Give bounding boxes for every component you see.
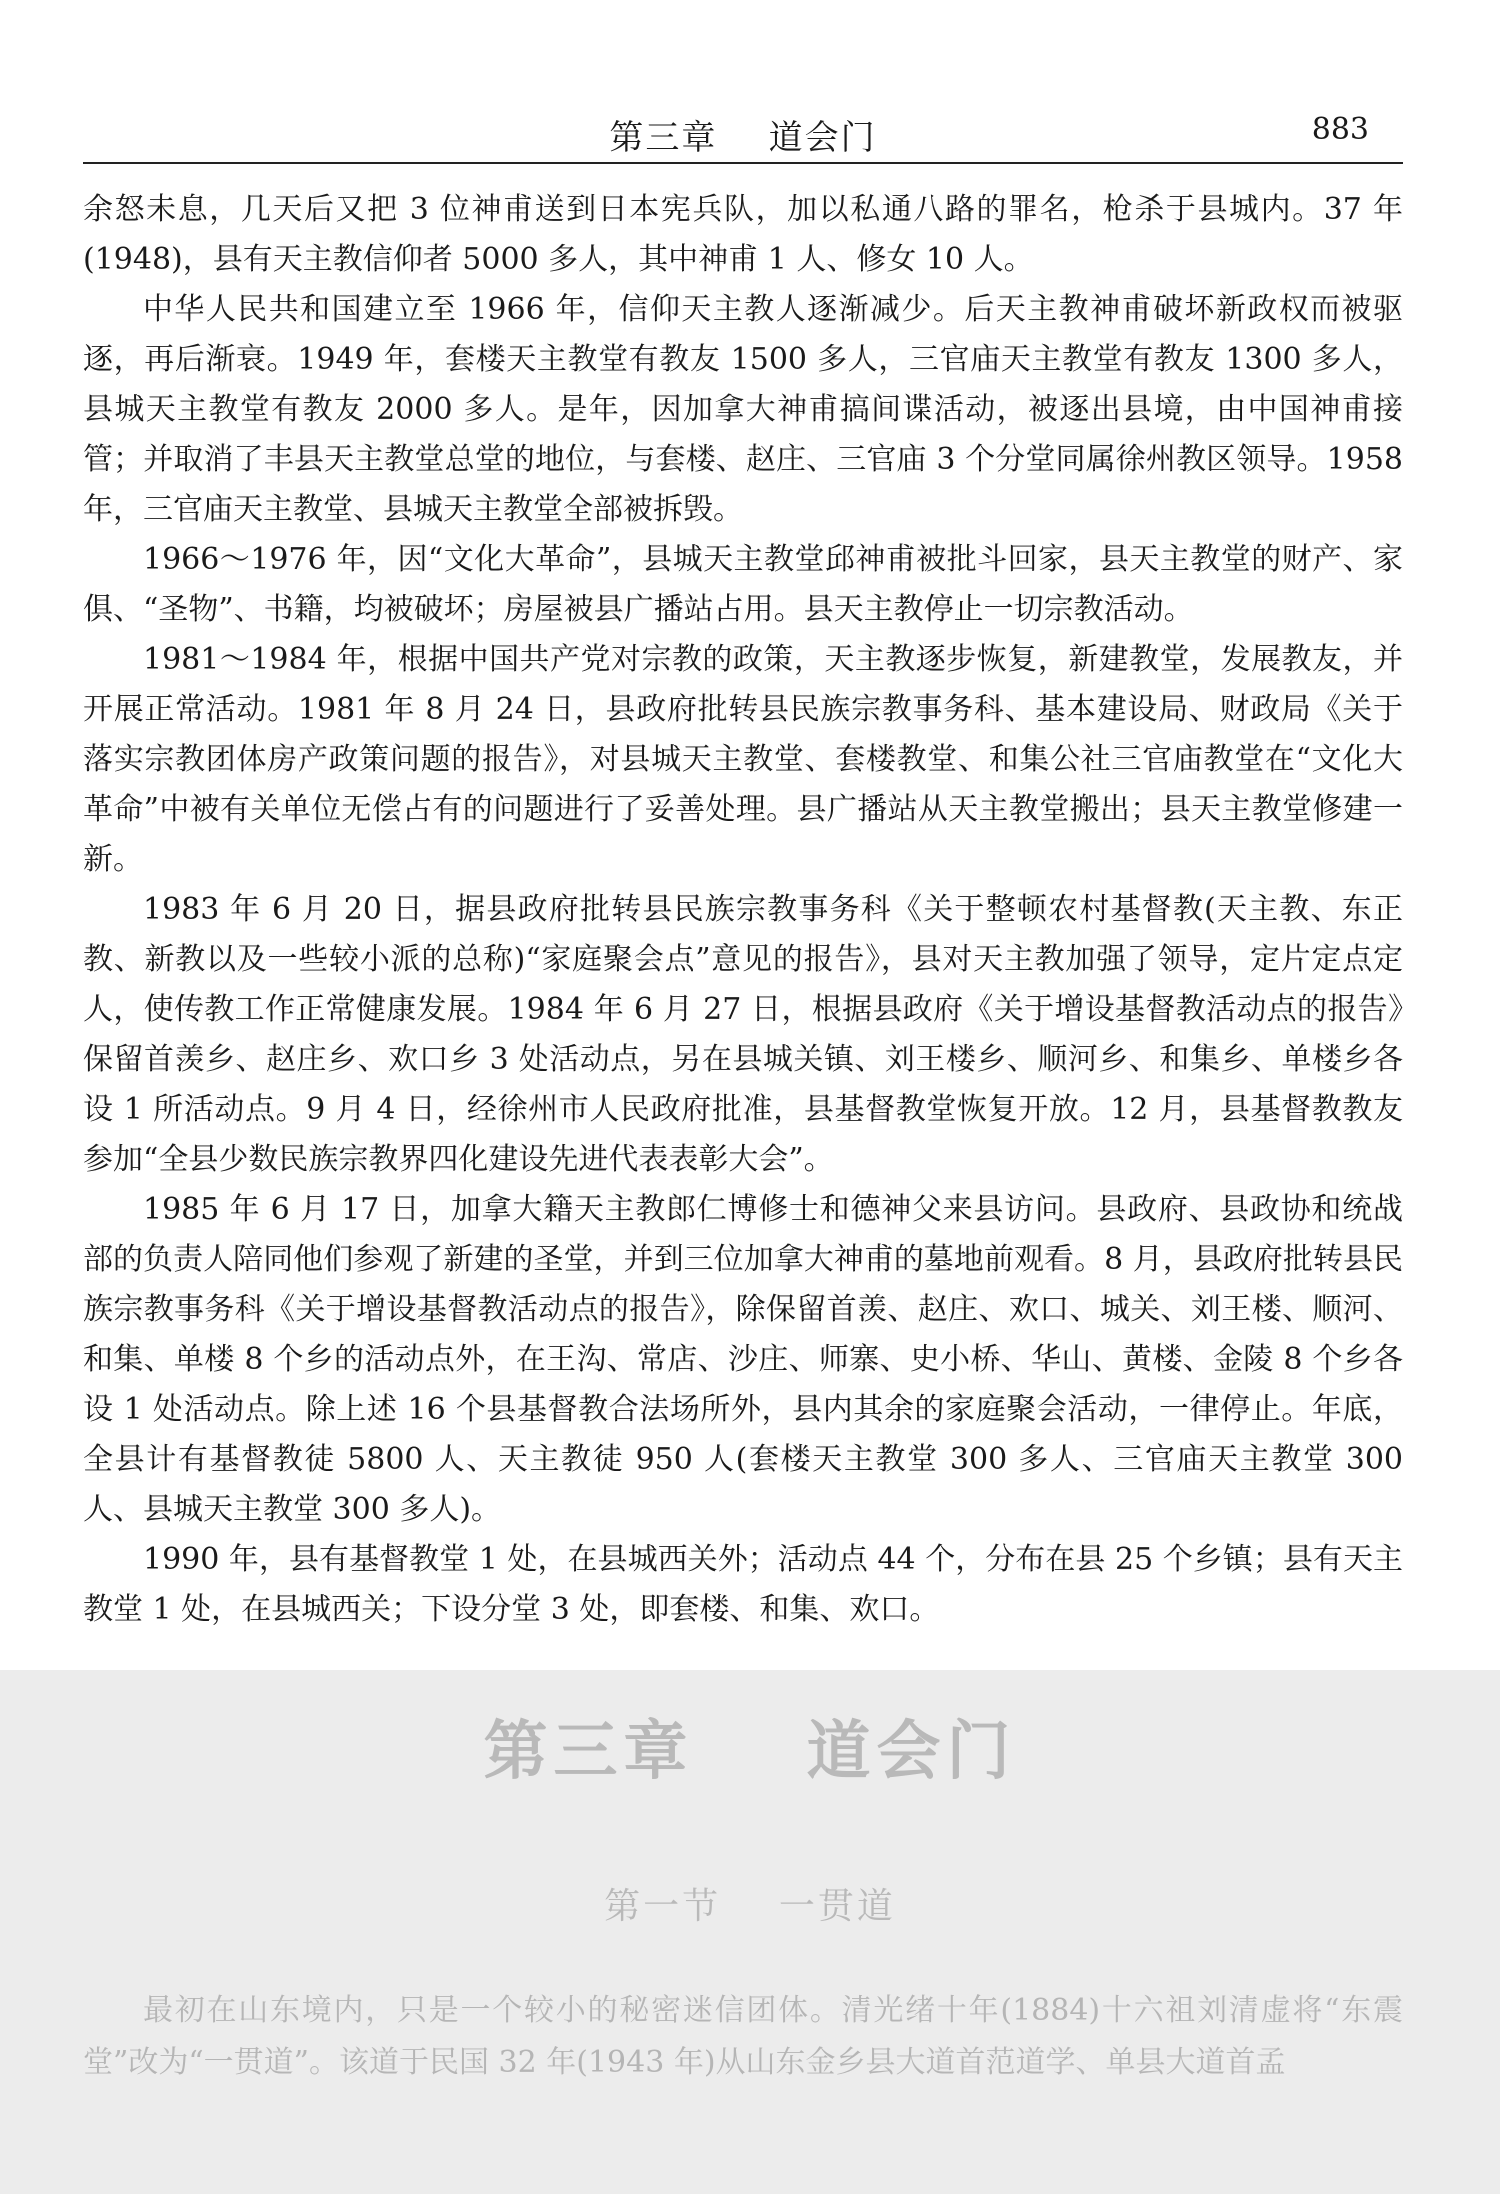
paragraph: 1983 年 6 月 20 日，据县政府批转县民族宗教事务科《关于整顿农村基督教(天主教、东正教、新教以及一些较小派的总称)“家庭聚会点”意见的报告》，县对天主教加强了领导，定片定点定人，使传教工作正常健康发展。1984 年 6 月 27 日，根据县政府《关于增设基督教活动点的报告》保留首羡乡、赵庄乡、欢口乡 3 处活动点，另在县城关镇、刘王楼乡、顺河乡、和集乡、单楼乡各设 1 所活动点。9 月 4 日，经徐州市人民政府批准，县基督教堂恢复开放。12 月，县基督教教友参加“全县少数民族宗教界四化建设先进代表表彰大会”。: [83, 892, 1403, 1177]
page-number: 883: [1311, 112, 1369, 147]
section-heading: 第一节 一贯道: [604, 1886, 896, 1927]
paragraph: 1981～1984 年，根据中国共产党对宗教的政策，天主教逐步恢复，新建教堂，发展教友，并开展正常活动。1981 年 8 月 24 日，县政府批转县民族宗教事务科、基本建设局、财政局《关于落实宗教团体房产政策问题的报告》，对县城天主教堂、套楼教堂、和集公社三官庙教堂在“文化大革命”中被有关单位无偿占有的问题进行了妥善处理。县广播站从天主教堂搬出；县天主教堂修建一新。: [83, 642, 1403, 877]
paragraph: 1966～1976 年，因“文化大革命”，县城天主教堂邱神甫被批斗回家，县天主教堂的财产、家俱、“圣物”、书籍，均被破坏；房屋被县广播站占用。县天主教停止一切宗教活动。: [83, 542, 1403, 627]
chapter-heading: 第三章 道会门: [483, 1715, 1017, 1789]
preview-text: [83, 1985, 1403, 2089]
body-text: [83, 185, 1403, 1635]
paragraph: 余怒未息，几天后又把 3 位神甫送到日本宪兵队，加以私通八路的罪名，枪杀于县城内。37 年(1948)，县有天主教信仰者 5000 多人，其中神甫 1 人、修女 10 人。: [83, 192, 1403, 277]
running-title: 第三章 道会门: [609, 118, 877, 158]
paragraph: 1990 年，县有基督教堂 1 处，在县城西关外；活动点 44 个，分布在县 25 个乡镇；县有天主教堂 1 处，在县城西关；下设分堂 3 处，即套楼、和集、欢口。: [83, 1542, 1403, 1627]
paragraph: 最初在山东境内，只是一个较小的秘密迷信团体。清光绪十年(1884)十六祖刘清虚将“东震堂”改为“一贯道”。该道于民国 32 年(1943 年)从山东金乡县大道首范道学、单县大道首孟: [83, 1993, 1403, 2080]
paragraph: 中华人民共和国建立至 1966 年，信仰天主教人逐渐减少。后天主教神甫破坏新政权而被驱逐，再后渐衰。1949 年，套楼天主教堂有教友 1500 多人，三官庙天主教堂有教友 1300 多人，县城天主教堂有教友 2000 多人。是年，因加拿大神甫搞间谍活动，被逐出县境，由中国神甫接管；并取消了丰县天主教堂总堂的地位，与套楼、赵庄、三官庙 3 个分堂同属徐州教区领导。1958 年，三官庙天主教堂、县城天主教堂全部被拆毁。: [83, 292, 1403, 527]
paragraph: 1985 年 6 月 17 日，加拿大籍天主教郎仁博修士和德神父来县访问。县政府、县政协和统战部的负责人陪同他们参观了新建的圣堂，并到三位加拿大神甫的墓地前观看。8 月，县政府批转县民族宗教事务科《关于增设基督教活动点的报告》，除保留首羡、赵庄、欢口、城关、刘王楼、顺河、和集、单楼 8 个乡的活动点外，在王沟、常店、沙庄、师寨、史小桥、华山、黄楼、金陵 8 个乡各设 1 处活动点。除上述 16 个县基督教合法场所外，县内其余的家庭聚会活动，一律停止。年底，全县计有基督教徒 5800 人、天主教徒 950 人(套楼天主教堂 300 多人、三官庙天主教堂 300 人、县城天主教堂 300 多人)。: [83, 1192, 1403, 1527]
running-head: [83, 100, 1403, 164]
